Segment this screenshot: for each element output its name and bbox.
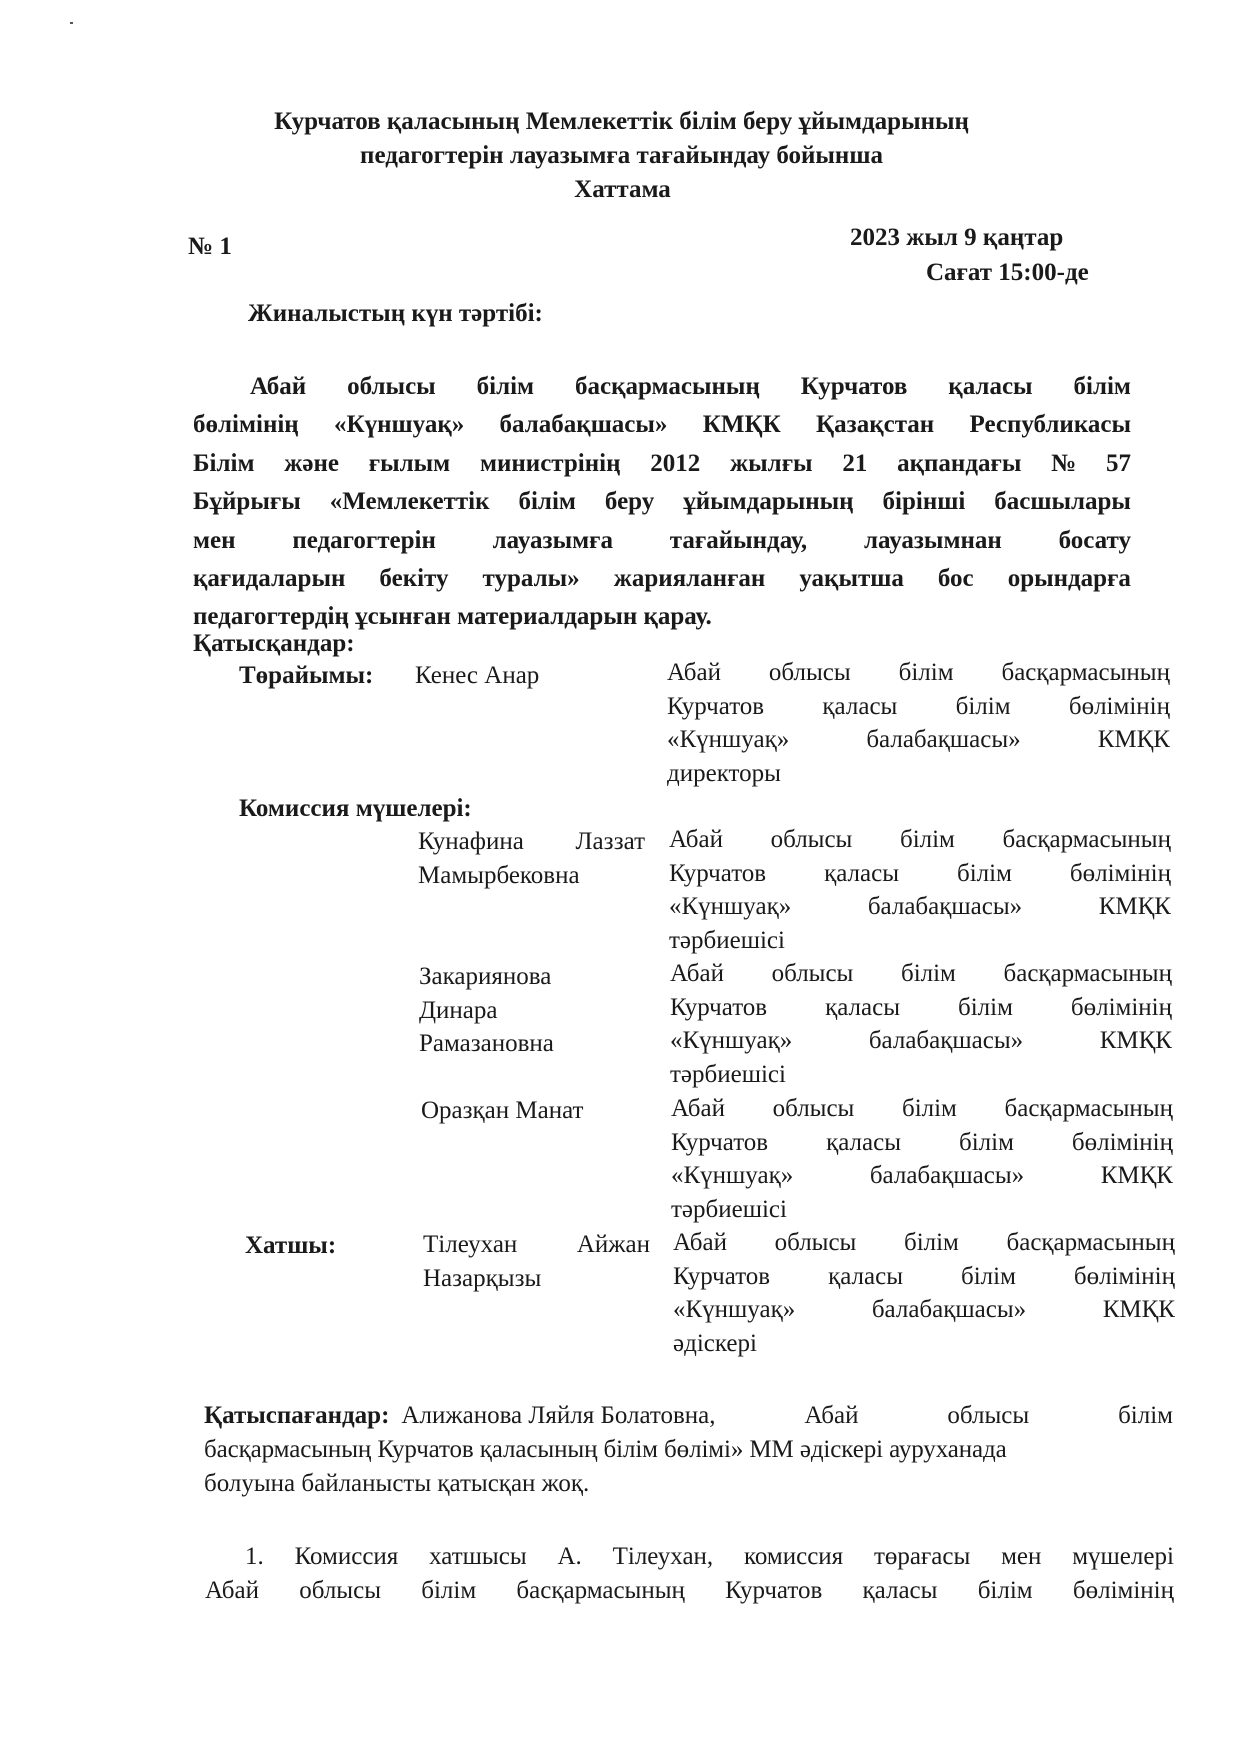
absent-line-3: болуына байланысты қатысқан жоқ. <box>204 1470 590 1497</box>
word: мен <box>193 526 236 554</box>
participants-heading: Қатысқандар: <box>193 630 355 657</box>
word: Курчатов <box>673 1262 771 1290</box>
position-line <box>671 1193 1173 1227</box>
word: КМҚК <box>1100 1162 1173 1189</box>
word: бөлімінің <box>1070 993 1172 1021</box>
word: министрінің <box>479 449 621 477</box>
member-name <box>418 825 645 892</box>
word: Абай <box>673 1229 727 1256</box>
absent-line-1-rest <box>401 1399 1173 1433</box>
word: білім <box>956 859 1012 887</box>
position-line <box>670 1058 1172 1092</box>
position-line <box>673 1226 1175 1260</box>
word: бөлімінің <box>1072 1577 1174 1604</box>
agenda-line <box>193 560 1131 598</box>
member-position <box>670 957 1172 1091</box>
word: Бұйрығы <box>193 488 301 516</box>
word: 1. <box>245 1543 264 1570</box>
member-name-line <box>419 960 646 994</box>
word: білім <box>1118 1402 1173 1429</box>
word: балабақшасы» <box>868 1027 1024 1054</box>
secretary-role: Хатшы: <box>245 1232 337 1259</box>
word: Айжан <box>576 1231 650 1258</box>
word: Абай <box>667 659 721 686</box>
position-line <box>669 857 1171 891</box>
word: Абай <box>250 373 307 400</box>
position-line <box>671 1126 1173 1160</box>
word: бірінші <box>882 488 966 516</box>
word: туралы» <box>482 565 580 593</box>
word: және <box>284 449 339 477</box>
word: Комиссия <box>294 1543 399 1570</box>
word: бөлімінің <box>193 411 299 439</box>
word: Рамазановна <box>419 1030 554 1057</box>
word: білім <box>518 488 576 516</box>
word: жылғы <box>730 449 813 477</box>
word: Тілеухан <box>423 1231 518 1258</box>
word: білім <box>957 993 1013 1021</box>
word: білім <box>899 826 955 853</box>
chair-name-line: Кенес Анар <box>415 662 540 689</box>
title-line-1: Курчатов қаласының Мемлекеттік білім беру ұйымдарының <box>274 108 969 135</box>
word: хатшысы <box>429 1543 527 1570</box>
word: қаласы <box>826 1128 902 1156</box>
word: ұйымдарының <box>683 488 854 516</box>
word: тағайындау, <box>669 526 808 554</box>
member-name <box>419 960 646 1061</box>
word: лауазымнан <box>863 526 1002 554</box>
word: КМҚК <box>1097 726 1170 753</box>
absent-line-1 <box>204 1399 1173 1433</box>
secretary-name <box>423 1228 650 1295</box>
word: Динара <box>419 996 498 1024</box>
word: облысы <box>770 826 853 853</box>
word: комиссия <box>744 1543 844 1570</box>
word: босату <box>1058 526 1131 554</box>
word: білім <box>1073 373 1131 400</box>
word: Курчатов <box>669 859 767 887</box>
word: балабақшасы» <box>866 726 1021 753</box>
word: Абай <box>205 1577 259 1604</box>
word: мен <box>1001 1543 1042 1570</box>
word: басқармасының <box>1003 960 1172 987</box>
word: қаласы <box>828 1262 904 1290</box>
word: Закариянова <box>419 963 552 990</box>
word: облысы <box>768 659 851 686</box>
secretary-name-line <box>423 1262 650 1296</box>
member-name-line <box>418 825 645 859</box>
word: директоры <box>667 759 781 787</box>
word: «Күншуақ» <box>334 411 465 439</box>
word: орындарға <box>1007 565 1131 593</box>
word: басқармасының <box>1004 1095 1173 1122</box>
position-line <box>670 957 1172 991</box>
protocol-number: № 1 <box>188 233 232 260</box>
secretary-name-line <box>423 1228 650 1262</box>
agenda-line <box>193 368 1131 406</box>
word: Абай <box>670 960 724 987</box>
position-line <box>673 1327 1175 1361</box>
absent-label: Қатыспағандар: <box>204 1402 390 1429</box>
member-name-line <box>419 1027 646 1061</box>
word: Курчатов <box>725 1577 823 1604</box>
word: білім <box>476 373 535 400</box>
word: жарияланған <box>613 565 766 593</box>
word: білім <box>421 1577 477 1604</box>
word: балабақшасы» <box>871 1296 1027 1323</box>
word: 2012 <box>650 449 701 477</box>
agenda-line <box>193 406 1131 444</box>
word: «Күншуақ» <box>673 1296 796 1323</box>
word: облысы <box>771 960 854 987</box>
position-line <box>669 924 1171 958</box>
word: педагогтердің ұсынған материалдарын қарау. <box>193 603 712 631</box>
word: басқармасының <box>1002 826 1171 853</box>
word: № <box>1051 449 1077 477</box>
word: Қазақстан <box>816 411 935 439</box>
word: қаласы <box>825 993 901 1021</box>
word: КМҚК <box>1102 1296 1175 1323</box>
member-position <box>671 1092 1173 1226</box>
absent-paragraph <box>204 1399 1173 1501</box>
word: облысы <box>772 1095 855 1122</box>
word: «Мемлекеттік <box>329 488 490 516</box>
word: лауазымға <box>492 526 613 554</box>
member-position <box>669 823 1171 957</box>
position-line <box>670 991 1172 1025</box>
word: «Күншуақ» <box>671 1162 794 1189</box>
word: «Күншуақ» <box>669 893 792 920</box>
word: Алижанова Ляйля Болатовна, <box>401 1402 716 1429</box>
scan-speck <box>70 22 73 24</box>
word: төрағасы <box>874 1543 971 1570</box>
word: 57 <box>1106 449 1131 477</box>
word: педагогтерін <box>292 526 436 554</box>
word: білім <box>955 692 1011 720</box>
word: беру <box>604 488 655 516</box>
word: облысы <box>947 1402 1030 1429</box>
word: «Күншуақ» <box>667 726 790 753</box>
members-heading: Комиссия мүшелері: <box>239 795 472 822</box>
member-name <box>421 1094 583 1128</box>
word: басқармасының <box>516 1577 685 1604</box>
word: ақпандағы <box>897 449 1022 477</box>
position-line <box>671 1092 1173 1126</box>
word: Назарқызы <box>423 1264 542 1292</box>
member-name-line <box>418 859 645 893</box>
word: уақытша <box>799 565 904 593</box>
word: басқармасының <box>575 373 760 400</box>
position-line <box>667 723 1170 757</box>
position-line <box>670 1024 1172 1058</box>
agenda-body <box>193 368 1131 637</box>
position-line <box>669 823 1171 857</box>
word: бөлімінің <box>1073 1262 1175 1290</box>
item-1-line <box>205 1574 1174 1608</box>
word: А. <box>557 1543 582 1570</box>
item-1-line <box>205 1540 1174 1574</box>
agenda-line <box>193 483 1131 521</box>
word: қаласы <box>948 373 1033 400</box>
word: басқармасының <box>1006 1229 1175 1256</box>
word: облысы <box>299 1577 381 1604</box>
document-title <box>0 104 1239 208</box>
word: білім <box>977 1577 1033 1604</box>
word: білім <box>898 659 954 686</box>
word: Оразқан Манат <box>421 1097 584 1124</box>
member-name-line <box>419 994 646 1028</box>
word: Республикасы <box>969 411 1131 439</box>
word: білім <box>900 960 956 987</box>
word: Білім <box>193 449 255 477</box>
word: ғылым <box>368 449 451 477</box>
word: бөлімінің <box>1071 1128 1173 1156</box>
position-line <box>667 656 1170 690</box>
word: Абай <box>671 1095 725 1122</box>
agenda-line <box>193 445 1131 483</box>
word: Курчатов <box>671 1128 769 1156</box>
chair-role: Төрайымы: <box>239 662 374 689</box>
position-line <box>667 690 1170 724</box>
word: білім <box>958 1128 1014 1156</box>
chair-name <box>415 659 539 693</box>
title-line-2: педагогтерін лауазымға тағайындау бойынша <box>360 142 883 169</box>
word: Тілеухан, <box>612 1543 714 1570</box>
word: білім <box>903 1229 959 1256</box>
word: білім <box>960 1262 1016 1290</box>
word: «Күншуақ» <box>670 1027 793 1054</box>
secretary-position <box>673 1226 1175 1360</box>
word: бөлімінің <box>1069 859 1171 887</box>
word: тәрбиешісі <box>669 926 785 954</box>
word: Абай <box>804 1402 859 1429</box>
word: басшылары <box>994 488 1131 516</box>
protocol-time: Сағат 15:00-де <box>926 259 1089 286</box>
word: Лаззат <box>575 828 645 855</box>
title-line-3: Хаттама <box>574 176 671 203</box>
word: Курчатов <box>670 993 768 1021</box>
position-line <box>667 757 1170 791</box>
position-line <box>669 890 1171 924</box>
word: қаласы <box>822 692 898 720</box>
position-line <box>671 1159 1173 1193</box>
position-line <box>673 1293 1175 1327</box>
agenda-line <box>193 522 1131 560</box>
word: бөлімінің <box>1068 692 1170 720</box>
word: тәрбиешісі <box>670 1060 786 1088</box>
word: мүшелері <box>1072 1543 1174 1570</box>
word: Мамырбековна <box>418 861 580 889</box>
word: басқармасының <box>1001 659 1170 686</box>
word: қағидаларын <box>193 565 346 593</box>
word: облысы <box>347 373 436 400</box>
word: қаласы <box>862 1577 938 1604</box>
item-1-paragraph <box>205 1540 1174 1608</box>
word: қаласы <box>824 859 900 887</box>
word: әдіскері <box>673 1329 757 1357</box>
word: Кунафина <box>418 828 524 855</box>
word: тәрбиешісі <box>671 1195 787 1223</box>
word: КМҚК <box>702 411 781 439</box>
word: бекіту <box>379 565 449 593</box>
word: білім <box>901 1095 957 1122</box>
member-name-line <box>421 1094 583 1128</box>
word: Абай <box>669 826 723 853</box>
word: балабақшасы» <box>869 1162 1025 1189</box>
word: 21 <box>842 449 868 477</box>
word: облысы <box>774 1229 857 1256</box>
word: КМҚК <box>1098 893 1171 920</box>
agenda-heading: Жиналыстың күн тәртібі: <box>248 300 543 327</box>
word: КМҚК <box>1099 1027 1172 1054</box>
word: балабақшасы» <box>499 411 668 439</box>
absent-line-2: басқармасының Курчатов қаласының білім бөлімі» ММ әдіскері ауруханада <box>204 1436 1007 1463</box>
word: Курчатов <box>667 692 765 720</box>
protocol-date: 2023 жыл 9 қаңтар <box>850 224 1064 251</box>
chair-position <box>667 656 1170 790</box>
word: Курчатов <box>800 373 908 400</box>
word: бос <box>937 565 974 593</box>
position-line <box>673 1260 1175 1294</box>
word: балабақшасы» <box>867 893 1023 920</box>
